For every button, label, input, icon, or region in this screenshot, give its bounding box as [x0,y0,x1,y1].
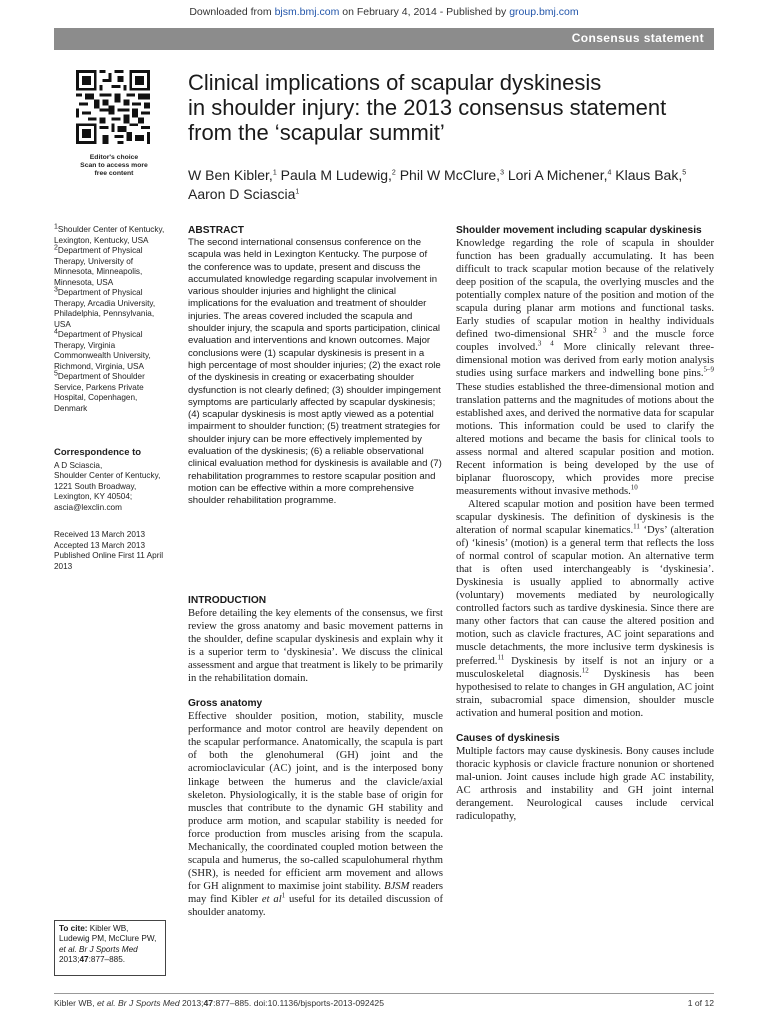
qr-caption: Editor's choice Scan to access more free content [80,154,148,177]
correspondence-address: Shoulder Center of Kentucky, 1221 South Broadway, Lexington, KY 40504; ascia@lexclin.com [54,471,161,512]
body-column-left [188,594,443,919]
qr-code-icon[interactable] [76,70,150,144]
author-list: W Ben Kibler,$^1$ Paula M Ludewig,$^2$ Phil W McClure,$^3$ Lori A Michener,$^4$ Klaus Bak,$^5$ Aaron D Sciascia$^1$ [188,167,687,202]
bjsm-link[interactable]: bjsm.bmj.com [274,6,340,18]
shoulder-movement-paragraph-2: Altered scapular motion and position have been termed scapular dyskinesis. The definition of dyskinesis is the alteration of normal scapular kinematics.$^{11}$ ‘Dys’ (alteration of) ‘kinesis’ (motion) is a general term that reflects the loss of normal control of scapular motion. An alternative term that is often used interchangeably is ‘dyskinesia’. Dyskinesia is usually applied to abnormally active (voluntary) movements mediated by neurologically controlled factors such as tardive dyskinesia. Since there are many other factors that can cause the altered position and motion, such as clavicle fractures, AC joint separations and muscle detachments, the more inclusive term dyskinesis is preferred.$^{11}$ Dyskinesis by itself is not an injury or a musculoskeletal diagnosis.$^{12}$ Dyskinesis has been hypothesised to relate to changes in GH angulation, AC joint strain, subacromial space dimension, shoulder muscle activation and humeral position and motion. [456,498,715,719]
page-footer: Kibler WB, et al. Br J Sports Med 2013;47:877–885. doi:10.1136/bjsports-2013-092425 1 of 12 [54,993,714,1008]
download-notice: Downloaded from bjsm.bmj.com on February 4, 2014 - Published by group.bmj.com [189,6,579,18]
shoulder-movement-heading: Shoulder movement including scapular dyskinesis [456,225,702,236]
section-banner [54,28,714,50]
introduction-heading: INTRODUCTION [188,595,267,606]
affiliation-item: $^1$Shoulder Center of Kentucky, Lexington, Kentucky, USA [54,223,165,245]
causes-heading: Causes of dyskinesis [456,732,560,744]
shoulder-movement-paragraph-1: Knowledge regarding the role of scapula in shoulder function has been gradually accumulating. It has been difficult to track scapular motion because of the relatively deep position of the scapula, the overlying muscles and the potentially complex nature of the position and motion of the scapula during planar arm motions and functional tasks. Early studies of scapular motion in healthy individuals defined two-dimensional $SHR^{2 3}$ and the muscle force couples involved.$^{3 4}$ More clinically relevant three-dimensional motion was derived from early motion analysis studies using surface markers and indwelling bone pins.$^{5-9}$ These studies established the three-dimensional motion and translation patterns and the magnitudes of motions about the established axes, and derived the normative data for scapular motions. This information could be used to clarify the altered motions and became the basis for clinical tools to assess normal and altered scapular position and motion. Recent information is being developed by the use of biplanar fluoroscopy, which provides more precise measurements without invasive methods.$^{10}$ [456,238,715,497]
abstract-text: The second international consensus conference on the scapula was held in Lexington Kentucky. The purpose of the conference was to update, present and discuss the accumulated knowledge regarding scapular involvement in various shoulder injuries and highlight the clinical implications for the evaluation and treatment of shoulder injuries. The areas covered included the scapula and shoulder injury, the scapula and sports participation, clinical evaluation and interventions and known outcomes. Major conclusions were (1) scapular dyskinesis is present in a high percentage of most shoulder injuries; (2) the exact role of the dyskinesis in creating or exacerbating shoulder dysfunction is not clearly defined; (3) shoulder impingement symptoms are particularly affected by scapular dyskinesis; (4) scapular dyskinesis is most aptly viewed as a potential impairment to shoulder function; (5) treatment strategies for shoulder injury can be more effectively implemented by evaluation of the dyskinesis; (6) a reliable observational clinical evaluation method for dyskinesis is available and (7) rehabilitation programmes to restore scapular position and motion can be effective within a more comprehensive shoulder rehabilitation programme. [188,237,442,507]
banner-label: Consensus statement [571,31,704,45]
affiliations [54,225,168,414]
causes-text: Multiple factors may cause dyskinesis. Bony causes include thoracic kyphosis or clavicle fracture nonunion or shortened mal-union. Joint causes include high grade AC instability, AC arthrosis and instability and GH joint internal derangement. Neurological causes include cervical radiculopathy, [456,745,714,822]
affiliation-item: $^5$Department of Shoulder Service, Parkens Private Hospital, Copenhagen, Denmark [54,370,145,413]
gross-anatomy-heading: Gross anatomy [188,698,263,710]
article-dates: Received 13 March 2013 Accepted 13 March 2013 Published Online First 11 April 2013 [54,530,164,571]
abstract-heading: ABSTRACT [188,225,245,236]
abstract [188,224,443,508]
body-column-right [456,224,714,823]
introduction-text: Before detailing the key elements of the consensus, we first review the gross anatomy and basic movement patterns in the shoulder, define scapular dyskinesis and explain why it is a superior term to ‘dyskinesia’. We discuss the clinical assessment and argue that treatment is likely to be primarily in the rehabilitation domain. [188,608,443,685]
page-number: 1 of 12 [687,998,714,1008]
gross-anatomy-text: Effective shoulder position, motion, stability, muscle performance and motor control are heavily dependent on the scapular performance. Anatomically, the scapula is part of both the glenohumeral (GH) joint and the acromioclavicular (AC) joint, and is the interposed bony linkage between the humerus and the clavicle/axial skeleton. Physiologically, it is the stable base of origin for muscles that contribute to the dynamic GH stability and produce arm motion, and scapular stability is needed for force production from muscles arising from the scapula. Mechanically, the coordinated coupled motion between the scapula and humerus, the so-called scapulohumeral rhythm (SHR), is needed for efficient arm movement and allows for GH alignment to maximise joint stability. BJSM readers may find Kibler et $al^1$ useful for its detailed discussion of shoulder anatomy. [188,711,443,918]
correspondence: Correspondence to A D Sciascia, Shoulder Center of Kentucky, 1221 South Broadway, Lexington, KY 40504; ascia@lexclin.com [54,448,168,513]
group-bmj-link[interactable]: group.bmj.com [509,6,579,18]
citation-box: To cite: Kibler WB, Ludewig PM, McClure PW, et al. Br J Sports Med 2013;47:877–885. [54,920,166,976]
affiliation-item: $^4$Department of Physical Therapy, Virginia Commonwealth University, Richmond, Virginia, USA [54,328,151,371]
affiliation-item: $^2$Department of Physical Therapy, University of Minnesota, Minneapolis, Minnesota, USA [54,244,143,287]
affiliation-item: $^3$Department of Physical Therapy, Arcadia University, Philadelphia, Pennsylvania, USA [54,286,156,329]
article-title: Clinical implications of scapular dyskinesis in shoulder injury: the 2013 consensus statement from the ‘scapular summit’ [188,70,667,145]
